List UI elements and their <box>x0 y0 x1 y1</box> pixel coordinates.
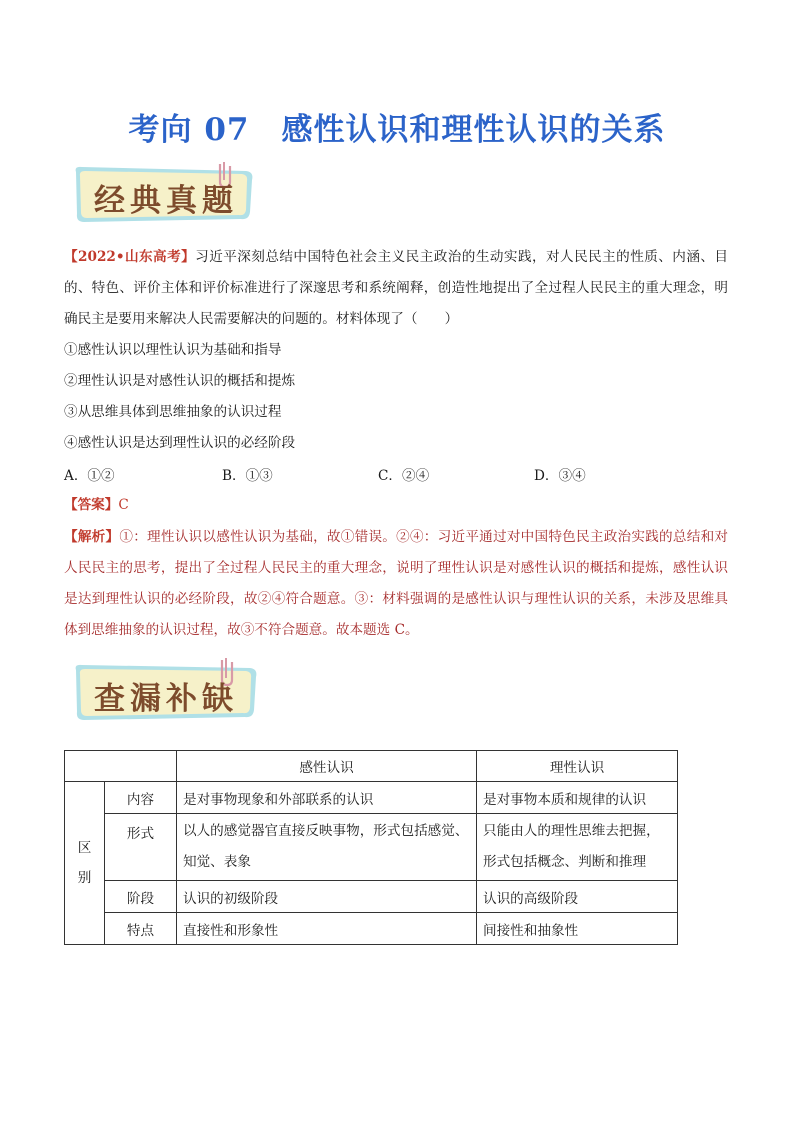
option-a: A．①② <box>64 468 115 484</box>
header-cell-perceptual: 感性认识 <box>177 751 477 782</box>
group-label-char: 别 <box>77 870 92 886</box>
header-cell-empty <box>65 751 177 782</box>
table-row <box>65 814 678 881</box>
comparison-table <box>64 750 678 945</box>
answer-value: C <box>118 497 129 513</box>
statement-1: ①感性认识以理性认识为基础和指导 <box>64 342 282 358</box>
group-label-char: 区 <box>77 840 92 856</box>
section-title-classic: 经典真题 <box>94 183 238 219</box>
statement-4: ④感性认识是达到理性认识的必经阶段 <box>64 435 296 451</box>
aspect-cell: 内容 <box>105 782 177 814</box>
answer-line <box>64 495 129 515</box>
group-label <box>65 782 105 945</box>
section-title-review: 查漏补缺 <box>94 681 238 717</box>
question-stem <box>64 242 728 335</box>
option-c: C．②④ <box>378 468 430 484</box>
page-title: 考向 07 感性认识和理性认识的关系 <box>128 112 666 148</box>
aspect-cell: 特点 <box>105 913 177 945</box>
question-source: 【2022•山东高考】 <box>64 249 196 265</box>
rational-cell: 只能由人的理性思维去把握，形式包括概念、判断和推理 <box>477 814 678 881</box>
rational-cell: 是对事物本质和规律的认识 <box>477 782 678 814</box>
section-banner-classic <box>70 160 260 226</box>
perceptual-cell: 以人的感觉器官直接反映事物，形式包括感觉、知觉、表象 <box>177 814 477 881</box>
option-d: D．③④ <box>534 468 586 484</box>
table-row <box>65 782 678 814</box>
analysis <box>64 522 728 646</box>
option-b: B．①③ <box>222 468 273 484</box>
statement-3: ③从思维具体到思维抽象的认识过程 <box>64 404 282 420</box>
aspect-cell: 阶段 <box>105 881 177 913</box>
table-row <box>65 913 678 945</box>
perceptual-cell: 直接性和形象性 <box>177 913 477 945</box>
answer-tag: 【答案】 <box>64 497 119 513</box>
header-cell-rational: 理性认识 <box>477 751 678 782</box>
perceptual-cell: 认识的初级阶段 <box>177 881 477 913</box>
aspect-cell: 形式 <box>105 814 177 881</box>
analysis-text: ①：理性认识以感性认识为基础，故①错误。②④：习近平通过对中国特色民主政治实践的总结和对人民民主的思考，提出了全过程人民民主的重大理念，说明了理性认识是对感性认识的概括和提炼，感性认识是达到理性认识的必经阶段，故②④符合题意。③：材料强调的是感性认识与理性认识的关系，未涉及思维具体到思维抽象的认识过程，故③不符合题意。故本题选 C。 <box>64 529 729 638</box>
question-text: 习近平深刻总结中国特色社会主义民主政治的生动实践，对人民民主的性质、内涵、目的、特色、评价主体和评价标准进行了深邃思考和系统阐释，创造性地提出了全过程人民民主的重大理念，明确民主是要用来解决人民需要解决的问题的。材料体现了（ ） <box>64 249 728 327</box>
analysis-tag: 【解析】 <box>64 529 120 545</box>
perceptual-cell: 是对事物现象和外部联系的认识 <box>177 782 477 814</box>
section-banner-review <box>70 656 264 724</box>
statement-2: ②理性认识是对感性认识的概括和提炼 <box>64 373 296 389</box>
table-row <box>65 881 678 913</box>
table-header-row <box>65 751 678 782</box>
rational-cell: 间接性和抽象性 <box>477 913 678 945</box>
rational-cell: 认识的高级阶段 <box>477 881 678 913</box>
